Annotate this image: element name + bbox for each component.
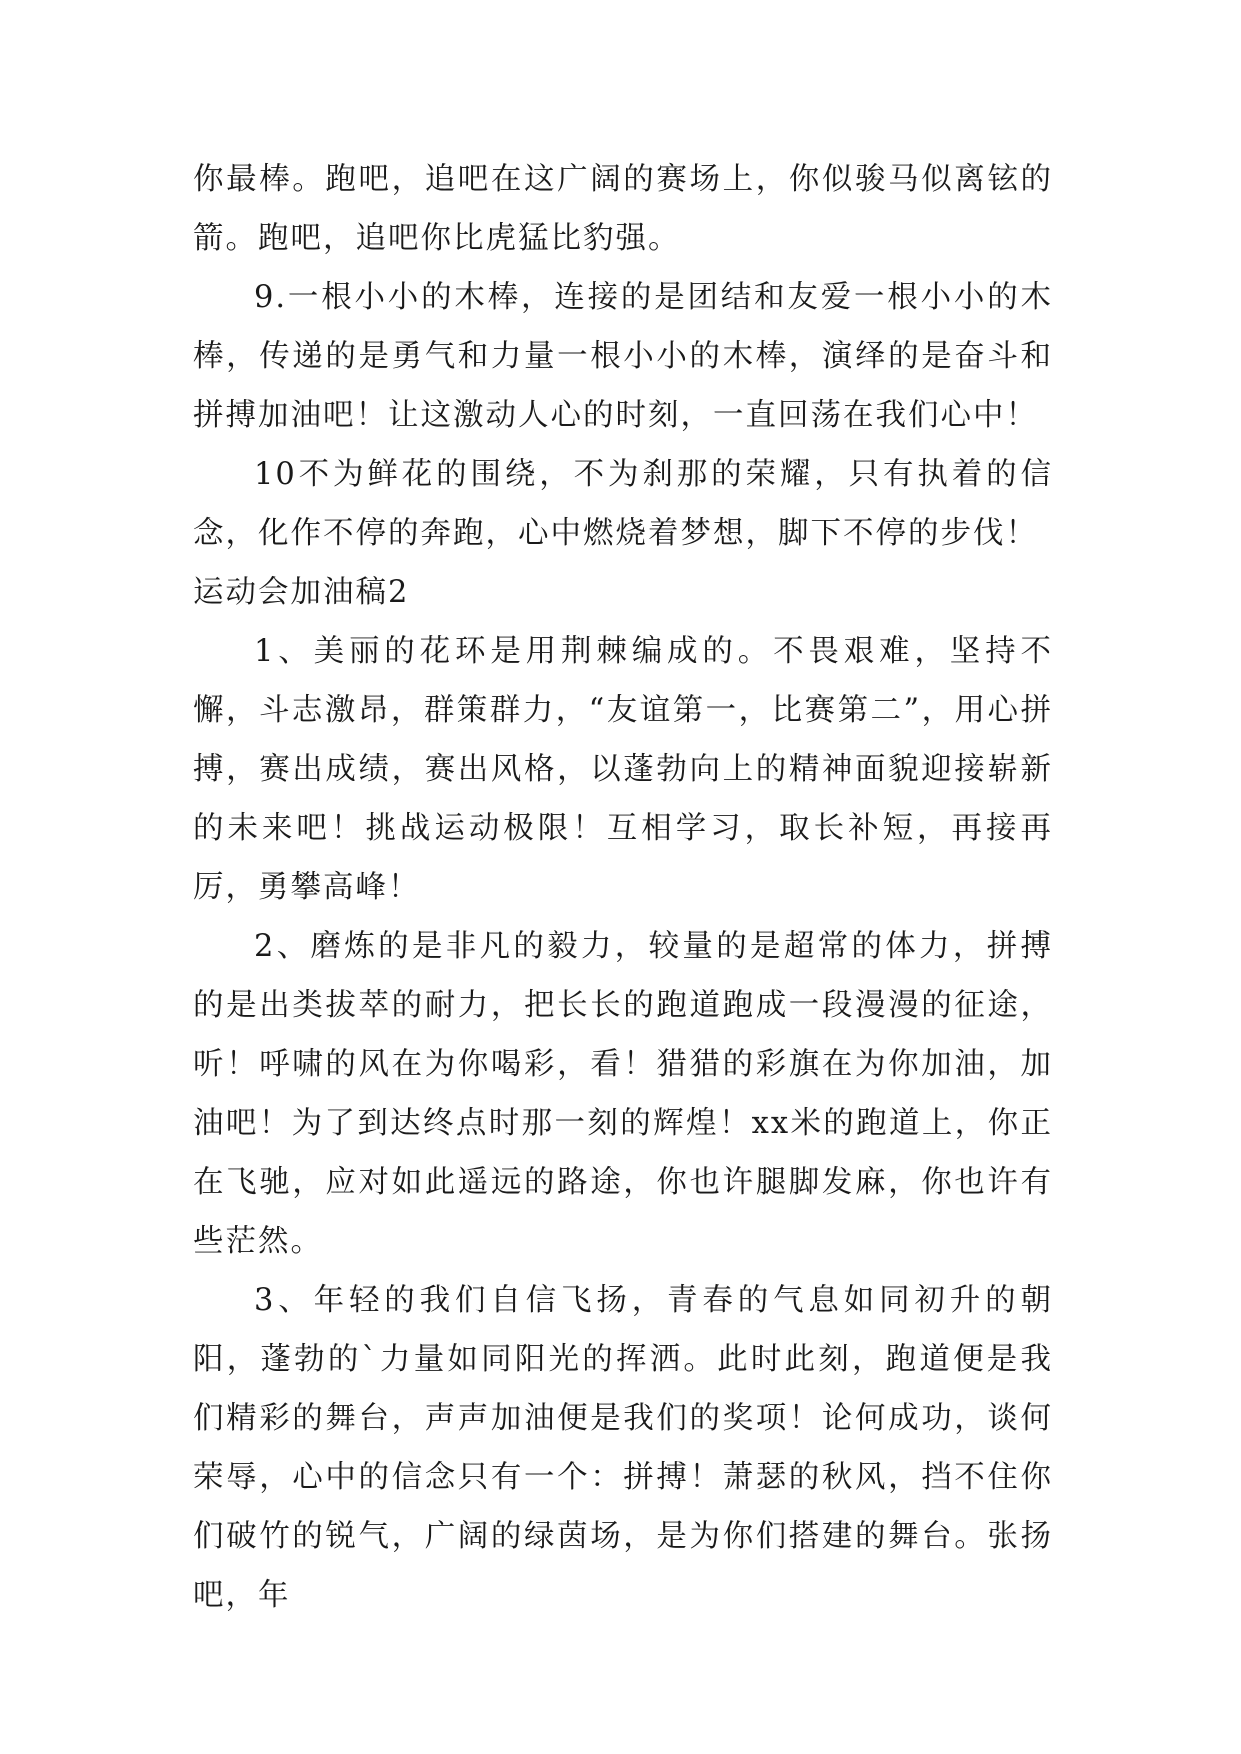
- paragraph-item-2: 2、磨炼的是非凡的毅力，较量的是超常的体力，拼搏的是出类拔萃的耐力，把长长的跑道跑成一段漫漫的征途，听！呼啸的风在为你喝彩，看！猎猎的彩旗在为你加油，加油吧！为了到达终点时那一刻的辉煌！xx米的跑道上，你正在飞驰，应对如此遥远的路途，你也许腿脚发麻，你也许有些茫然。: [193, 929, 1053, 1259]
- paragraph-continuation: 你最棒。跑吧，追吧在这广阔的赛场上，你似骏马似离铉的箭。跑吧，追吧你比虎猛比豹强。: [193, 162, 1053, 256]
- paragraph-item-9: 9.一根小小的木棒，连接的是团结和友爱一根小小的木棒，传递的是勇气和力量一根小小的木棒，演绎的是奋斗和拼搏加油吧！让这激动人心的时刻，一直回荡在我们心中！: [193, 280, 1053, 433]
- paragraph-item-10: 10不为鲜花的围绕，不为刹那的荣耀，只有执着的信念，化作不停的奔跑，心中燃烧着梦想，脚下不停的步伐！: [193, 457, 1053, 551]
- paragraph-item-3: 3、年轻的我们自信飞扬，青春的气息如同初升的朝阳，蓬勃的`力量如同阳光的挥洒。此时此刻，跑道便是我们精彩的舞台，声声加油便是我们的奖项！论何成功，谈何荣辱，心中的信念只有一个：拼搏！萧瑟的秋风，挡不住你们破竹的锐气，广阔的绿茵场，是为你们搭建的舞台。张扬吧，年: [193, 1283, 1053, 1613]
- paragraph-item-1: 1、美丽的花环是用荆棘编成的。不畏艰难，坚持不懈，斗志激昂，群策群力，“友谊第一，比赛第二”，用心拼搏，赛出成绩，赛出风格，以蓬勃向上的精神面貌迎接崭新的未来吧！挑战运动极限！互相学习，取长补短，再接再厉，勇攀高峰！: [193, 634, 1053, 905]
- section-heading: 运动会加油稿2: [193, 575, 410, 610]
- document-body: [193, 150, 1053, 1625]
